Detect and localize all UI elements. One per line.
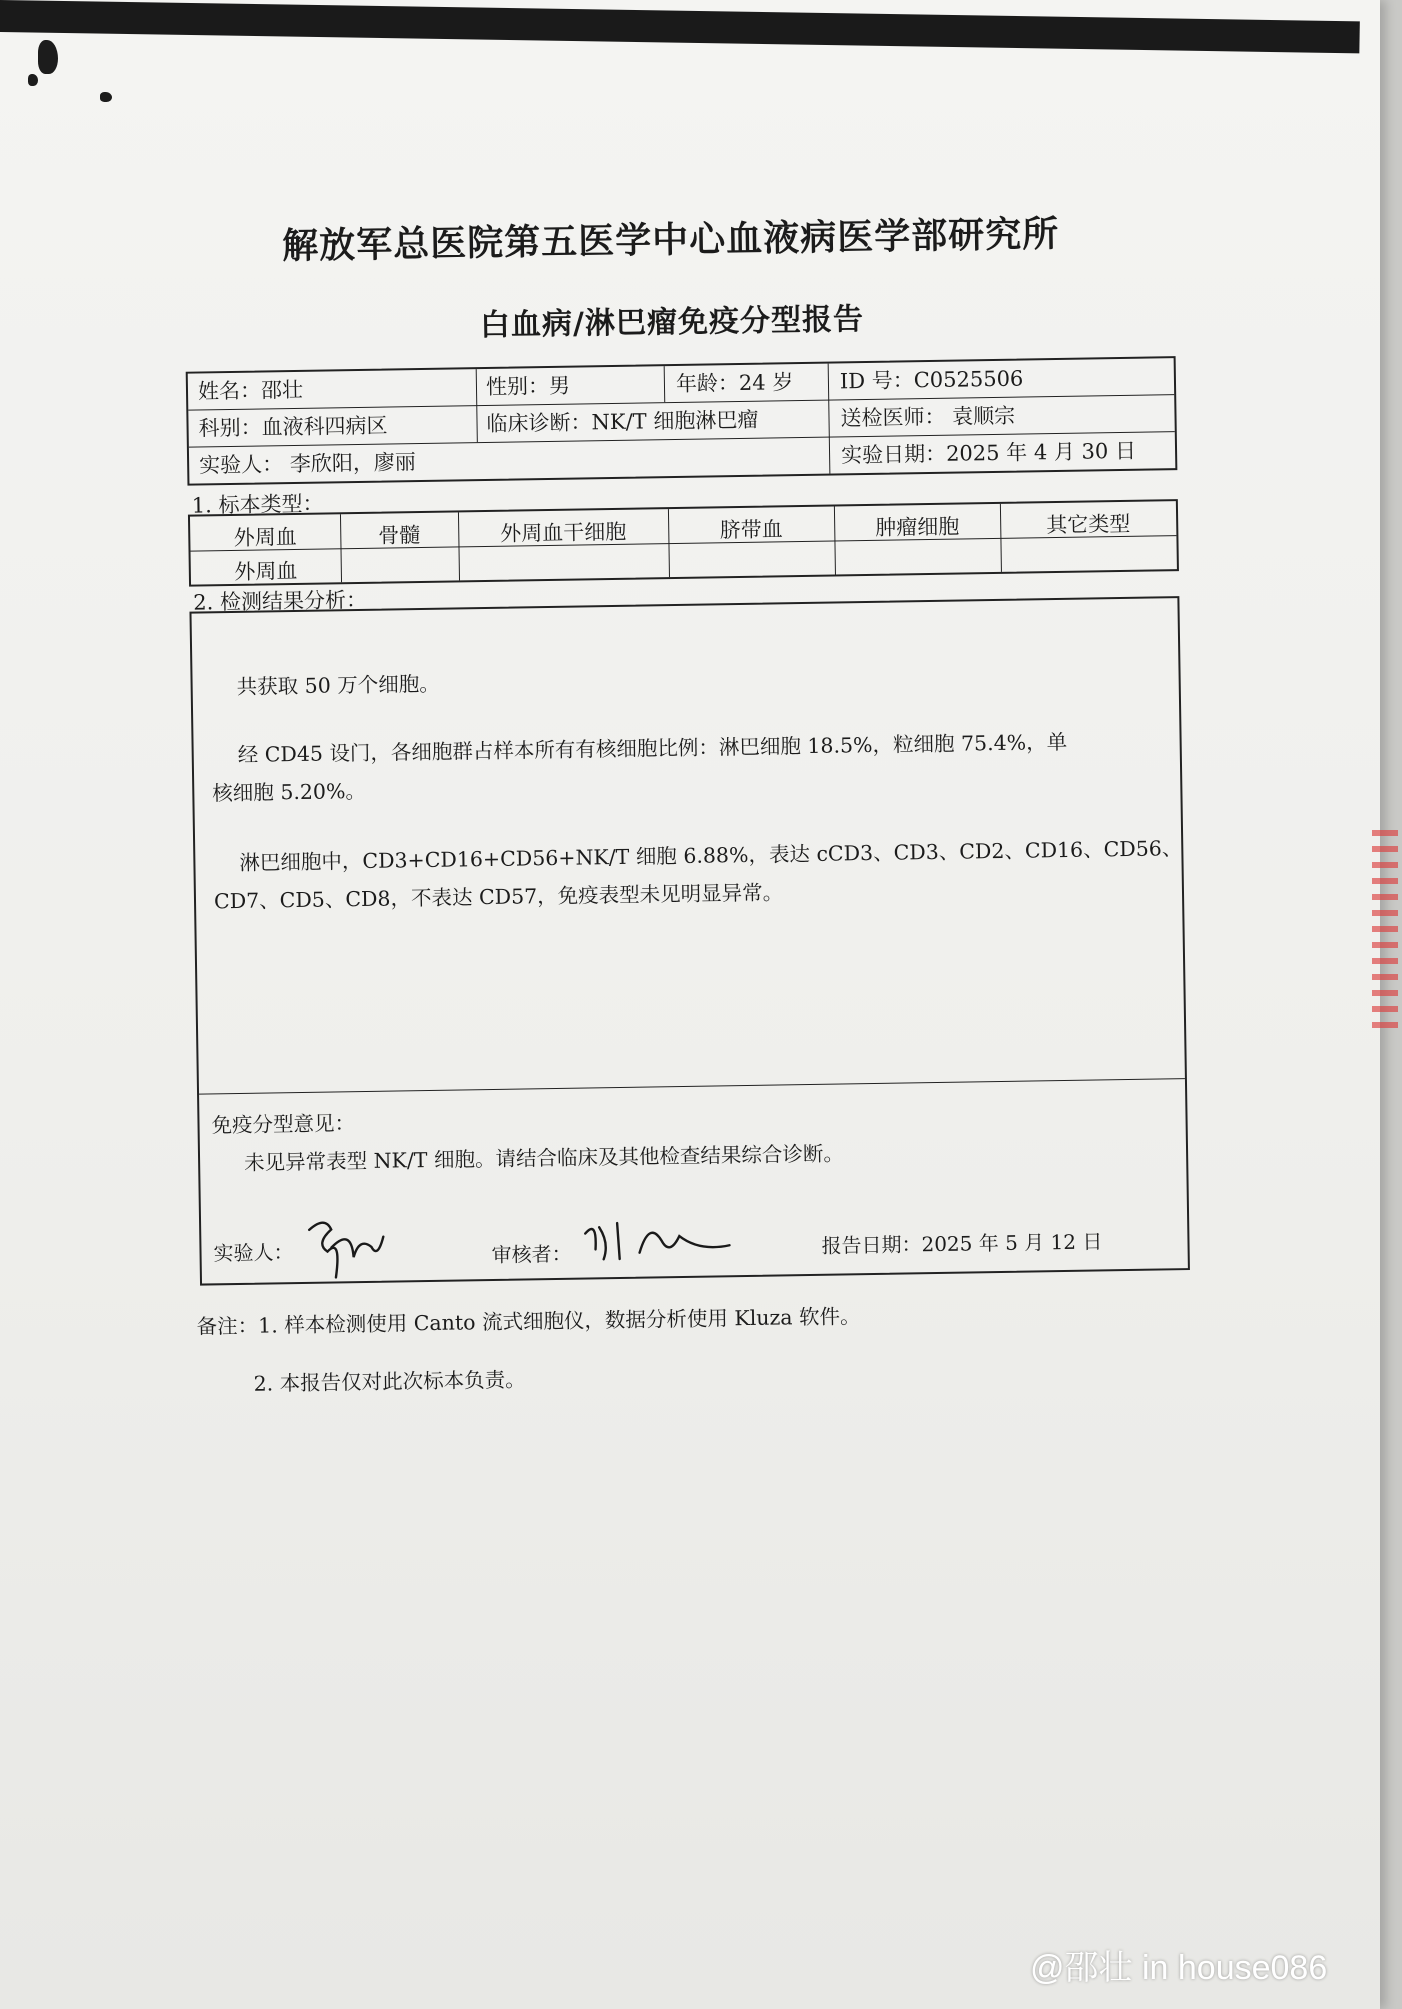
specimen-selected-value: 外周血 [234, 558, 298, 584]
red-stamp-edge [1372, 830, 1398, 1030]
tester-signature-label: 实验人： [213, 1240, 294, 1266]
specimen-section-label: 1. 标本类型： [191, 491, 324, 518]
opinion-text: 未见异常表型 NK/T 细胞。请结合临床及其他检查结果综合诊断。 [243, 1141, 845, 1175]
department: 科别：血液科四病区 [198, 413, 388, 441]
note-line-2: 2. 本报告仅对此次标本负责。 [253, 1367, 526, 1396]
report-date: 报告日期：2025 年 5 月 12 日 [821, 1229, 1103, 1258]
specimen-header-tumor-cells: 肿瘤细胞 [875, 514, 960, 540]
specimen-header-peripheral-blood: 外周血 [233, 524, 297, 550]
report-title: 白血病/淋巴瘤免疫分型报告 [479, 302, 865, 344]
result-cell-count: 共获取 50 万个细胞。 [236, 671, 440, 699]
specimen-header-other: 其它类型 [1046, 511, 1131, 538]
ink-blot [28, 74, 38, 86]
patient-sex: 性别：男 [485, 373, 571, 399]
result-phenotype-line2: CD7、CD5、CD8，不表达 CD57，免疫表型未见明显异常。 [213, 880, 784, 914]
patient-age: 年龄：24 岁 [675, 370, 794, 396]
specimen-header-bone-marrow: 骨髓 [378, 523, 421, 548]
ink-blot [38, 40, 58, 74]
patient-id: ID 号：C0525506 [839, 366, 1024, 394]
results-section-label: 2. 检测结果分析： [193, 587, 368, 615]
watermark: @邵壮 in house086 [1030, 1949, 1328, 1987]
specimen-header-stem-cells: 外周血干细胞 [500, 519, 627, 546]
specimen-header-cord-blood: 脐带血 [719, 517, 783, 543]
tester-signature [301, 1207, 392, 1300]
clinical-diagnosis: 临床诊断：NK/T 细胞淋巴瘤 [486, 407, 759, 436]
patient-name: 姓名：邵壮 [197, 377, 304, 404]
scan-edge-bar [0, 0, 1360, 53]
referring-doctor: 送检医师： 袁顺宗 [840, 403, 1016, 431]
result-gating-line2: 核细胞 5.20%。 [212, 778, 367, 806]
reviewer-signature-label: 审核者： [491, 1241, 572, 1267]
note-line-1: 备注：1. 样本检测使用 Canto 流式细胞仪，数据分析使用 Kluza 软件。 [196, 1304, 861, 1339]
institution-title: 解放军总医院第五医学中心血液病医学部研究所 [281, 212, 1060, 268]
ink-blot [100, 92, 112, 102]
report-document [165, 184, 1195, 1500]
specimen-table [188, 499, 1179, 587]
testers: 实验人： 李欣阳，廖丽 [198, 450, 417, 478]
test-date: 实验日期：2025 年 4 月 30 日 [840, 438, 1137, 468]
result-phenotype-line1: 淋巴细胞中，CD3+CD16+CD56+NK/T 细胞 6.88%，表达 cCD3、CD3、CD2、CD16、CD56、 [239, 836, 1183, 875]
patient-info-table [186, 356, 1178, 486]
result-gating-line1: 经 CD45 设门，各细胞群占样本所有有核细胞比例：淋巴细胞 18.5%，粒细胞 75.4%，单 [237, 729, 1068, 767]
opinion-label: 免疫分型意见： [211, 1111, 356, 1138]
reviewer-signature [579, 1211, 740, 1274]
results-box [189, 596, 1189, 1285]
